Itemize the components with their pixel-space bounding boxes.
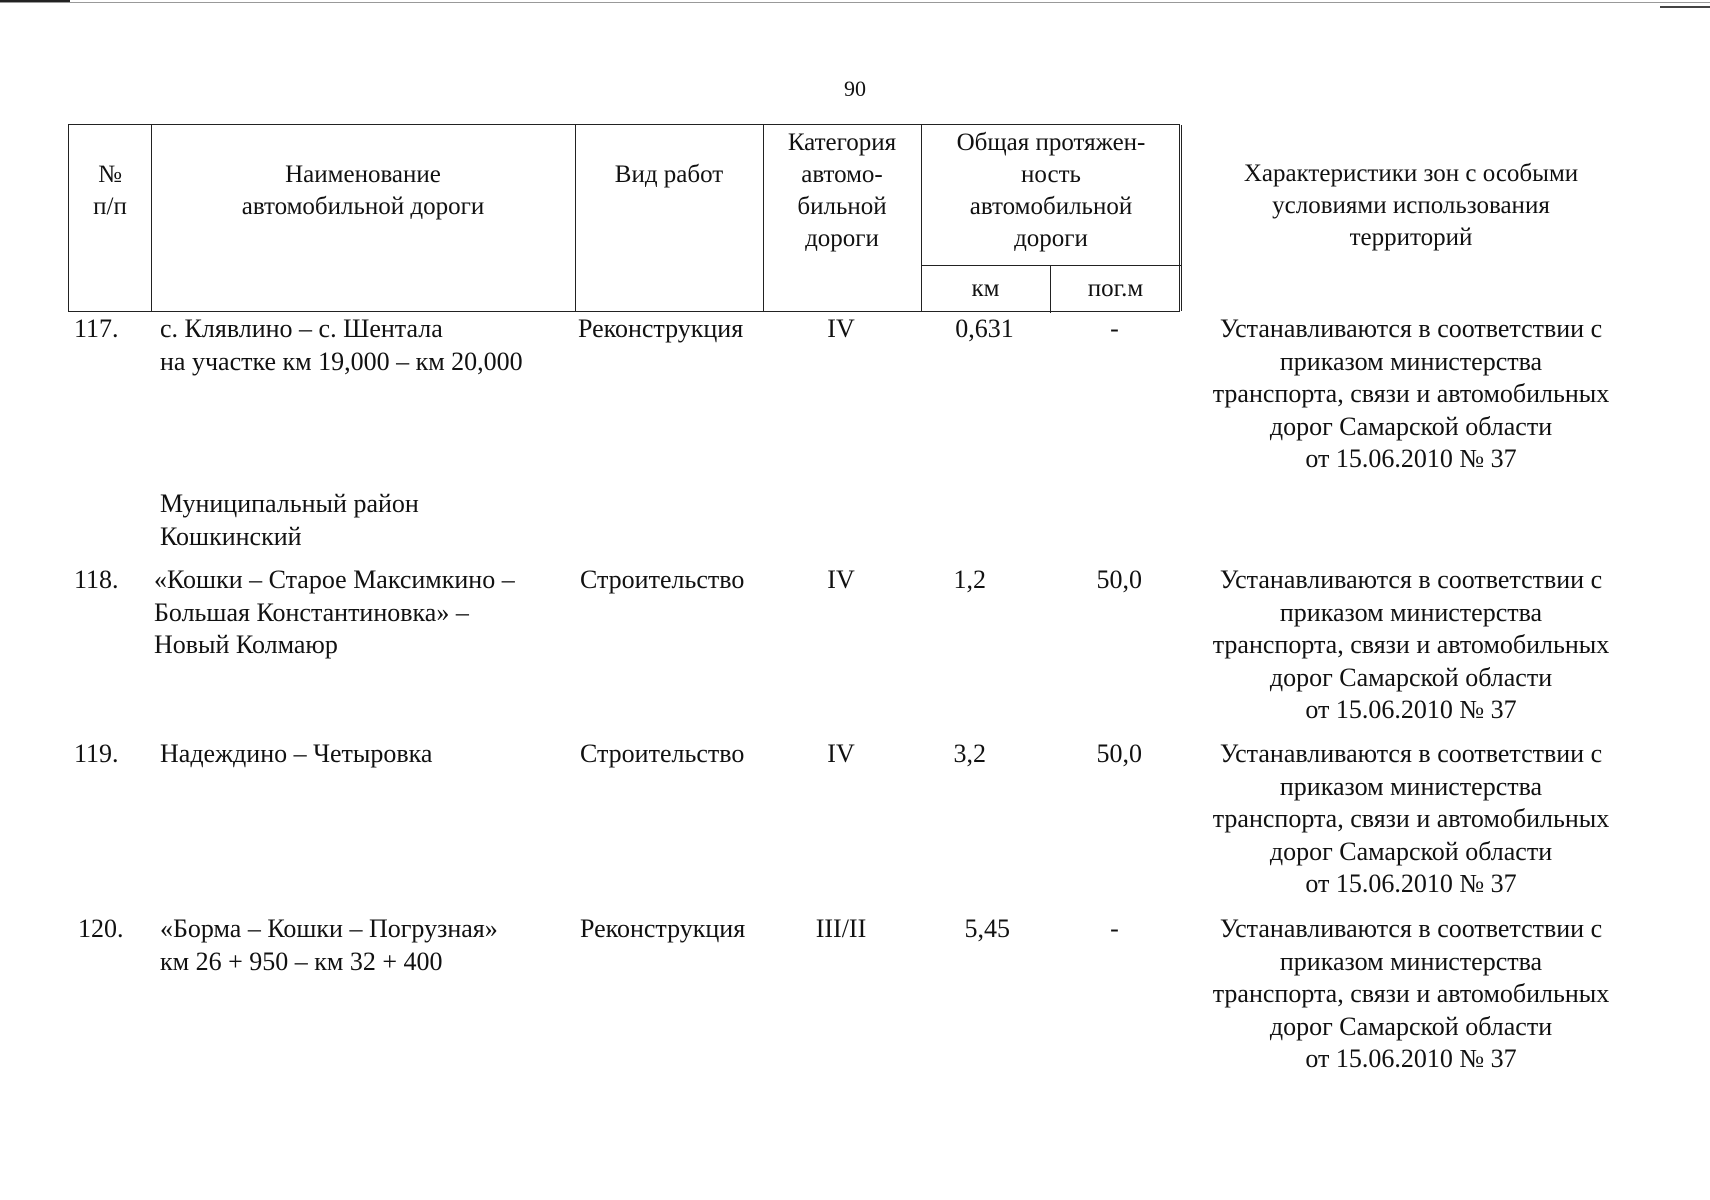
zone-characteristics: Устанавливаются в соответствии с приказом министерства транспорта, связи и автомобильных дорог Самарской области от 15.06.2010 № 37	[1212, 565, 1610, 724]
header-zone-characteristics: Характеристики зон с особыми условиями использования территорий	[1243, 160, 1579, 251]
length-linear-meters: -	[1110, 914, 1119, 943]
length-linear-meters: 50,0	[1096, 565, 1142, 594]
work-type: Строительство	[580, 565, 745, 594]
row-number: 117.	[74, 314, 119, 343]
work-type: Реконструкция	[578, 314, 744, 343]
length-km: 3,2	[953, 739, 986, 768]
work-type: Реконструкция	[580, 914, 746, 943]
zone-characteristics: Устанавливаются в соответствии с приказом министерства транспорта, связи и автомобильных дорог Самарской области от 15.06.2010 № 37	[1212, 739, 1610, 898]
road-category: IV	[827, 565, 855, 594]
length-km: 5,45	[964, 914, 1010, 943]
scan-edge-mark-right	[1660, 6, 1710, 8]
zone-characteristics: Устанавливаются в соответствии с приказом министерства транспорта, связи и автомобильных дорог Самарской области от 15.06.2010 № 37	[1212, 314, 1610, 473]
row-number: 119.	[74, 739, 119, 768]
road-category: IV	[827, 314, 855, 343]
road-name: «Кошки – Старое Максимкино – Большая Константиновка» – Новый Колмаюр	[154, 565, 515, 659]
header-work-type: Вид работ	[614, 161, 724, 188]
length-subheader-divider	[921, 265, 1181, 266]
length-linear-meters: 50,0	[1096, 739, 1142, 768]
length-linear-meters: -	[1110, 314, 1119, 343]
scan-edge-line	[0, 2, 1710, 3]
district-heading: Муниципальный район Кошкинский	[160, 489, 419, 551]
header-road-name: Наименование автомобильной дороги	[241, 161, 485, 220]
road-category: III/II	[815, 914, 867, 943]
header-number: № п/п	[93, 161, 127, 220]
header-km: км	[971, 275, 1000, 302]
column-divider	[575, 125, 576, 311]
zone-characteristics: Устанавливаются в соответствии с приказом министерства транспорта, связи и автомобильных дорог Самарской области от 15.06.2010 № 37	[1212, 914, 1610, 1073]
table-header	[68, 124, 1180, 312]
road-name: Надеждино – Четыровка	[160, 739, 433, 768]
length-km: 1,2	[953, 565, 986, 594]
length-km: 0,631	[955, 314, 1014, 343]
road-name: с. Клявлино – с. Шентала на участке км 19,000 – км 20,000	[160, 314, 523, 376]
road-name: «Борма – Кошки – Погрузная» км 26 + 950 – км 32 + 400	[160, 914, 498, 976]
header-linear-meters: пог.м	[1087, 275, 1144, 302]
work-type: Строительство	[580, 739, 745, 768]
row-number: 118.	[74, 565, 119, 594]
header-category: Категория автомо- бильной дороги	[787, 129, 897, 252]
road-category: IV	[827, 739, 855, 768]
header-total-length: Общая протяжен- ность автомобильной дороги	[956, 129, 1146, 252]
page-number: 90	[844, 76, 866, 101]
row-number: 120.	[78, 914, 124, 943]
